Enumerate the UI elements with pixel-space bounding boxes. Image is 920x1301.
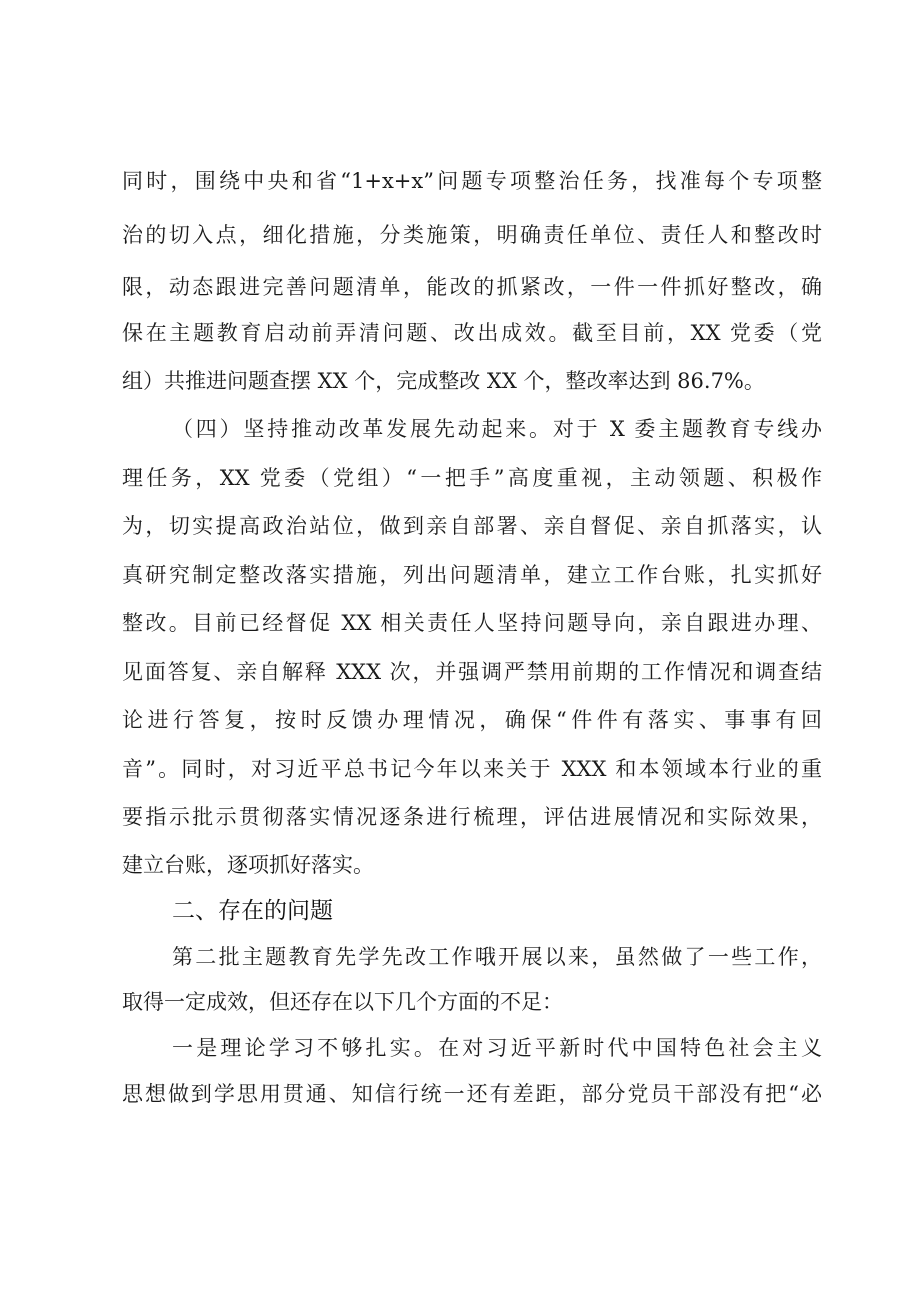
paragraph-4-line-2: 思想做到学思用贯通、知信行统一还有差距，部分党员干部没有把“必	[122, 1082, 822, 1106]
paragraph-2-line-4: 真研究制定整改落实措施，列出问题清单，建立工作台账，扎实抓好	[122, 563, 822, 587]
paragraph-3-line-2: 取得一定成效，但还存在以下几个方面的不足：	[122, 990, 563, 1014]
paragraph-2-line-2: 理任务，XX 党委（党组）“一把手”高度重视，主动领题、积极作	[122, 466, 822, 490]
paragraph-1-line-5: 组）共推进问题查摆 XX 个，完成整改 XX 个，整改率达到 86.7%。	[122, 369, 765, 393]
paragraph-1-line-2: 治的切入点，细化措施，分类施策，明确责任单位、责任人和整改时	[122, 223, 822, 247]
paragraph-2-line-5: 整改。目前已经督促 XX 相关责任人坚持问题导向，亲自跟进办理、	[122, 611, 822, 635]
paragraph-2-line-3: 为，切实提高政治站位，做到亲自部署、亲自督促、亲自抓落实，认	[122, 514, 822, 538]
paragraph-1-line-3: 限，动态跟进完善问题清单，能改的抓紧改，一件一件抓好整改，确	[122, 275, 822, 299]
paragraph-2-line-9: 要指示批示贯彻落实情况逐条进行梳理，评估进展情况和实际效果，	[122, 805, 822, 829]
section-heading: 二、存在的问题	[172, 898, 333, 924]
paragraph-3-line-1: 第二批主题教育先学先改工作哦开展以来，虽然做了一些工作，	[172, 945, 822, 969]
paragraph-2-line-1: （四）坚持推动改革发展先动起来。对于 X 委主题教育专线办	[172, 417, 822, 441]
paragraph-1-line-1: 同时，围绕中央和省“1+x+x”问题专项整治任务，找准每个专项整	[122, 169, 822, 193]
paragraph-4-line-1: 一是理论学习不够扎实。在对习近平新时代中国特色社会主义	[172, 1036, 822, 1060]
paragraph-2-line-8: 音”。同时，对习近平总书记今年以来关于 XXX 和本领域本行业的重	[122, 757, 822, 781]
paragraph-2-line-10: 建立台账，逐项抓好落实。	[122, 853, 374, 877]
paragraph-2-line-6: 见面答复、亲自解释 XXX 次，并强调严禁用前期的工作情况和调查结	[122, 660, 822, 684]
paragraph-1-line-4: 保在主题教育启动前弄清问题、改出成效。截至目前，XX 党委（党	[122, 321, 822, 345]
paragraph-2-line-7: 论进行答复，按时反馈办理情况，确保“件件有落实、事事有回	[122, 708, 822, 732]
